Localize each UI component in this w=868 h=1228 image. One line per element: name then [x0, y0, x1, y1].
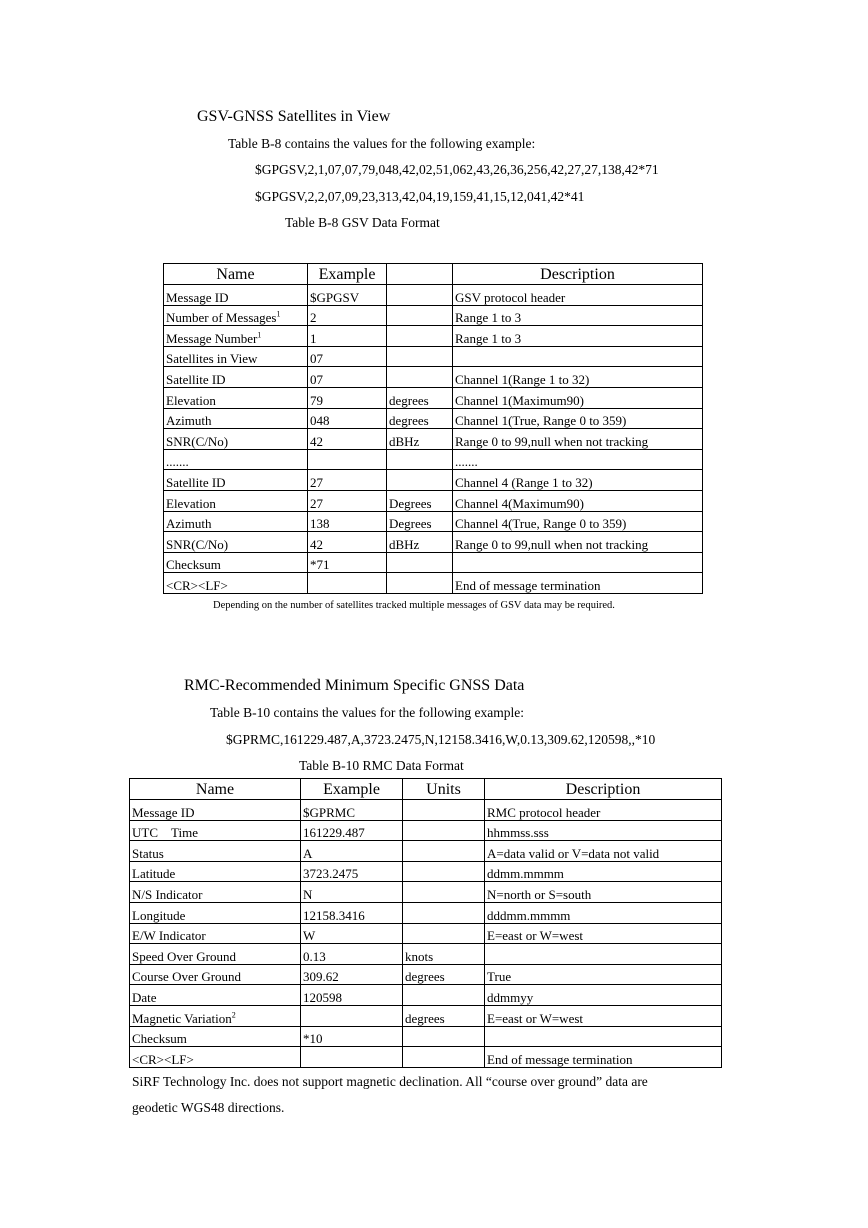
example-value-cell [308, 470, 387, 491]
example-value-text: $GPRMC [303, 804, 356, 820]
example-value-cell [308, 346, 387, 367]
table-row [130, 882, 722, 903]
footnote-marker: 2 [231, 1010, 236, 1020]
table-header-row [164, 264, 703, 285]
description-cell [453, 387, 703, 408]
field-name-text: Message ID [166, 289, 229, 305]
table-row [130, 985, 722, 1006]
rmc-intro: Table B-10 contains the values for the following example: [210, 705, 524, 720]
units-cell [403, 861, 485, 882]
example-value-cell [308, 285, 387, 306]
gsv-data-table [163, 263, 703, 594]
description-cell [485, 800, 722, 821]
units-cell [403, 1026, 485, 1047]
table-row [164, 573, 703, 594]
table-row [130, 923, 722, 944]
description-text: Range 0 to 99,null when not tracking [455, 536, 649, 552]
description-text: N=north or S=south [487, 886, 592, 902]
table-row [164, 387, 703, 408]
description-text: ....... [455, 454, 478, 470]
units-cell [387, 346, 453, 367]
description-cell [453, 305, 703, 326]
description-cell [485, 861, 722, 882]
description-cell [485, 1026, 722, 1047]
example-value-text: 12158.3416 [303, 907, 365, 923]
units-cell [387, 408, 453, 429]
description-text: E=east or W=west [487, 928, 584, 944]
table-row [164, 305, 703, 326]
description-text: Channel 1(Maximum90) [455, 392, 584, 408]
table-row [130, 861, 722, 882]
field-name-cell [164, 552, 308, 573]
example-value-text: 07 [310, 351, 323, 367]
description-cell [453, 532, 703, 553]
table-row [164, 326, 703, 347]
example-value-text: 07 [310, 371, 323, 387]
units-text: degrees [389, 392, 429, 408]
description-text: Channel 1(True, Range 0 to 359) [455, 413, 627, 429]
example-value-text: 42 [310, 433, 323, 449]
description-text: Channel 1(Range 1 to 32) [455, 371, 590, 387]
field-name-cell [164, 573, 308, 594]
field-name-cell [130, 841, 301, 862]
rmc-note-line-2: geodetic WGS48 directions. [132, 1100, 285, 1115]
example-value-cell [308, 449, 387, 470]
table-row [164, 470, 703, 491]
field-name-cell [164, 408, 308, 429]
example-value-text: *71 [310, 557, 330, 573]
example-value-text: 3723.2475 [303, 866, 359, 882]
field-name-text: Satellite ID [166, 474, 226, 490]
example-value-cell [308, 552, 387, 573]
rmc-data-table [129, 778, 722, 1068]
field-name-text: <CR><LF> [132, 1051, 194, 1067]
units-cell [387, 532, 453, 553]
example-value-cell [301, 800, 403, 821]
field-name-cell [130, 1005, 301, 1026]
example-value-cell [308, 387, 387, 408]
example-value-cell [301, 861, 403, 882]
example-value-cell [301, 985, 403, 1006]
description-text: Range 1 to 3 [455, 330, 522, 346]
description-text: True [487, 969, 512, 985]
description-text: End of message termination [487, 1051, 633, 1067]
description-cell [485, 1005, 722, 1026]
table-row [130, 820, 722, 841]
example-value-cell [301, 820, 403, 841]
example-value-text: 27 [310, 495, 323, 511]
description-text: Range 1 to 3 [455, 310, 522, 326]
description-cell [453, 429, 703, 450]
description-cell [485, 882, 722, 903]
table-row [130, 841, 722, 862]
example-value-text: 309.62 [303, 969, 339, 985]
description-text: Channel 4(True, Range 0 to 359) [455, 516, 627, 532]
table-header-cell: Name [164, 264, 308, 285]
table-row [164, 511, 703, 532]
description-text: Channel 4(Maximum90) [455, 495, 584, 511]
example-value-cell [301, 944, 403, 965]
example-value-cell [301, 882, 403, 903]
footnote-marker: 1 [276, 309, 281, 319]
field-name-text: Speed Over Ground [132, 948, 236, 964]
field-name-text: ....... [166, 454, 189, 470]
example-value-cell [308, 408, 387, 429]
field-name-cell [164, 387, 308, 408]
description-text: hhmmss.sss [487, 825, 549, 841]
description-cell [453, 346, 703, 367]
example-value-text: *10 [303, 1031, 323, 1047]
units-cell [387, 552, 453, 573]
table-row [164, 346, 703, 367]
description-cell [453, 573, 703, 594]
table-row [130, 964, 722, 985]
example-value-text: A [303, 845, 313, 861]
field-name-cell [130, 800, 301, 821]
field-name-text: SNR(C/No) [166, 433, 229, 449]
table-row [164, 449, 703, 470]
units-cell [387, 470, 453, 491]
description-text: Range 0 to 99,null when not tracking [455, 433, 649, 449]
example-value-cell [308, 511, 387, 532]
units-text: Degrees [389, 516, 432, 532]
units-cell [387, 573, 453, 594]
field-name-cell [130, 923, 301, 944]
units-text: degrees [405, 1010, 445, 1026]
description-text: End of message termination [455, 577, 601, 593]
description-text: E=east or W=west [487, 1010, 584, 1026]
field-name-text: Elevation [166, 392, 216, 408]
field-name-text: UTC Time [132, 825, 198, 841]
field-name-cell [164, 346, 308, 367]
description-text: ddmmyy [487, 989, 534, 1005]
field-name-text: Elevation [166, 495, 216, 511]
units-cell [387, 305, 453, 326]
gsv-example-sentence-2: $GPGSV,2,2,07,09,23,313,42,04,19,159,41,15,12,041,42*41 [255, 189, 585, 204]
field-name-cell [130, 1026, 301, 1047]
table-row [164, 429, 703, 450]
example-value-cell [308, 573, 387, 594]
field-name-cell [130, 985, 301, 1006]
field-name-text: Azimuth [166, 516, 212, 532]
table-header-cell: Name [130, 779, 301, 800]
table-row [164, 532, 703, 553]
field-name-text: Message ID [132, 804, 195, 820]
units-text: dBHz [389, 433, 420, 449]
example-value-text: 79 [310, 392, 323, 408]
description-text: GSV protocol header [455, 289, 566, 305]
example-value-cell [301, 1026, 403, 1047]
table-row [130, 944, 722, 965]
example-value-text: $GPGSV [310, 289, 360, 305]
field-name-text: Course Over Ground [132, 969, 242, 985]
example-value-cell [301, 902, 403, 923]
units-text: degrees [389, 413, 429, 429]
field-name-cell [130, 944, 301, 965]
table-row [130, 1005, 722, 1026]
field-name-cell [164, 470, 308, 491]
units-cell [403, 985, 485, 1006]
field-name-text: Magnetic Variation [132, 1010, 232, 1026]
field-name-text: E/W Indicator [132, 928, 206, 944]
units-cell [403, 944, 485, 965]
example-value-text: 048 [310, 413, 330, 429]
units-cell [387, 511, 453, 532]
field-name-text: Satellites in View [166, 351, 258, 367]
units-cell [403, 1047, 485, 1068]
example-value-text: 138 [310, 516, 330, 532]
field-name-cell [164, 511, 308, 532]
example-value-text: 161229.487 [303, 825, 365, 841]
field-name-cell [164, 285, 308, 306]
table-row [164, 552, 703, 573]
example-value-text: 27 [310, 474, 323, 490]
example-value-text: N [303, 886, 313, 902]
field-name-text: Latitude [132, 866, 176, 882]
field-name-cell [164, 367, 308, 388]
example-value-cell [308, 490, 387, 511]
field-name-cell [130, 820, 301, 841]
field-name-cell [130, 1047, 301, 1068]
units-cell [403, 964, 485, 985]
table-header-cell: Description [453, 264, 703, 285]
field-name-text: Longitude [132, 907, 186, 923]
table-header-cell: Example [308, 264, 387, 285]
example-value-cell [301, 841, 403, 862]
description-cell [485, 841, 722, 862]
table-row [164, 408, 703, 429]
table-header-cell [387, 264, 453, 285]
description-cell [485, 985, 722, 1006]
field-name-text: Status [132, 845, 164, 861]
example-value-text: 0.13 [303, 948, 326, 964]
rmc-heading: RMC-Recommended Minimum Specific GNSS Data [184, 677, 525, 694]
example-value-cell [308, 532, 387, 553]
example-value-cell [308, 326, 387, 347]
units-cell [403, 800, 485, 821]
table-row [130, 1026, 722, 1047]
units-text: degrees [405, 969, 445, 985]
example-value-cell [301, 923, 403, 944]
description-cell [485, 923, 722, 944]
field-name-cell [164, 305, 308, 326]
table-row [130, 800, 722, 821]
units-text: Degrees [389, 495, 432, 511]
field-name-cell [164, 532, 308, 553]
field-name-cell [164, 449, 308, 470]
gsv-table-caption: Table B-8 GSV Data Format [285, 215, 440, 230]
table-header-cell: Units [403, 779, 485, 800]
description-cell [453, 511, 703, 532]
units-cell [387, 449, 453, 470]
field-name-cell [130, 882, 301, 903]
field-name-text: SNR(C/No) [166, 536, 229, 552]
description-cell [453, 408, 703, 429]
description-cell [453, 285, 703, 306]
table-header-row [130, 779, 722, 800]
example-value-cell [308, 305, 387, 326]
units-cell [387, 490, 453, 511]
example-value-text: 42 [310, 536, 323, 552]
field-name-cell [130, 902, 301, 923]
units-cell [403, 902, 485, 923]
field-name-text: <CR><LF> [166, 577, 228, 593]
description-cell [485, 820, 722, 841]
example-value-cell [301, 1047, 403, 1068]
description-cell [485, 902, 722, 923]
units-cell [387, 285, 453, 306]
field-name-text: N/S Indicator [132, 886, 203, 902]
example-value-text: W [303, 928, 316, 944]
table-row [164, 285, 703, 306]
field-name-text: Satellite ID [166, 371, 226, 387]
gsv-footnote: Depending on the number of satellites tracked multiple messages of GSV data may be required. [213, 600, 615, 611]
units-cell [403, 923, 485, 944]
table-row [130, 902, 722, 923]
gsv-example-sentence-1: $GPGSV,2,1,07,07,79,048,42,02,51,062,43,26,36,256,42,27,27,138,42*71 [255, 162, 659, 177]
table-row [164, 367, 703, 388]
field-name-text: Message Number [166, 330, 258, 346]
description-cell [485, 1047, 722, 1068]
units-text: dBHz [389, 536, 420, 552]
field-name-text: Checksum [132, 1031, 187, 1047]
field-name-cell [164, 326, 308, 347]
example-value-text: 120598 [303, 989, 342, 1005]
field-name-cell [130, 964, 301, 985]
description-cell [453, 449, 703, 470]
units-text: knots [405, 948, 434, 964]
units-cell [403, 882, 485, 903]
description-cell [453, 470, 703, 491]
gsv-intro: Table B-8 contains the values for the following example: [228, 136, 536, 151]
example-value-cell [308, 367, 387, 388]
units-cell [387, 367, 453, 388]
field-name-cell [164, 429, 308, 450]
table-row [130, 1047, 722, 1068]
units-cell [387, 326, 453, 347]
units-cell [403, 841, 485, 862]
units-cell [387, 387, 453, 408]
table-header-cell: Description [485, 779, 722, 800]
description-text: RMC protocol header [487, 804, 601, 820]
field-name-text: Number of Messages [166, 310, 277, 326]
table-row [164, 490, 703, 511]
description-cell [453, 490, 703, 511]
rmc-note-line-1: SiRF Technology Inc. does not support magnetic declination. All “course over ground” data are [132, 1074, 648, 1089]
description-cell [485, 964, 722, 985]
field-name-text: Date [132, 989, 157, 1005]
field-name-text: Azimuth [166, 413, 212, 429]
example-value-text: 1 [310, 330, 317, 346]
example-value-cell [301, 964, 403, 985]
example-value-cell [301, 1005, 403, 1026]
units-cell [403, 820, 485, 841]
units-cell [387, 429, 453, 450]
rmc-example-sentence: $GPRMC,161229.487,A,3723.2475,N,12158.3416,W,0.13,309.62,120598,,*10 [226, 732, 656, 747]
description-cell [453, 367, 703, 388]
footnote-marker: 1 [257, 330, 262, 340]
description-cell [453, 552, 703, 573]
field-name-cell [164, 490, 308, 511]
units-cell [403, 1005, 485, 1026]
example-value-text: 2 [310, 310, 317, 326]
example-value-cell [308, 429, 387, 450]
field-name-cell [130, 861, 301, 882]
gsv-heading: GSV-GNSS Satellites in View [197, 108, 391, 125]
description-text: ddmm.mmmm [487, 866, 564, 882]
description-text: A=data valid or V=data not valid [487, 845, 660, 861]
description-cell [453, 326, 703, 347]
table-header-cell: Example [301, 779, 403, 800]
field-name-text: Checksum [166, 557, 221, 573]
rmc-table-caption: Table B-10 RMC Data Format [299, 758, 464, 773]
description-text: Channel 4 (Range 1 to 32) [455, 474, 593, 490]
description-text: dddmm.mmmm [487, 907, 571, 923]
description-cell [485, 944, 722, 965]
